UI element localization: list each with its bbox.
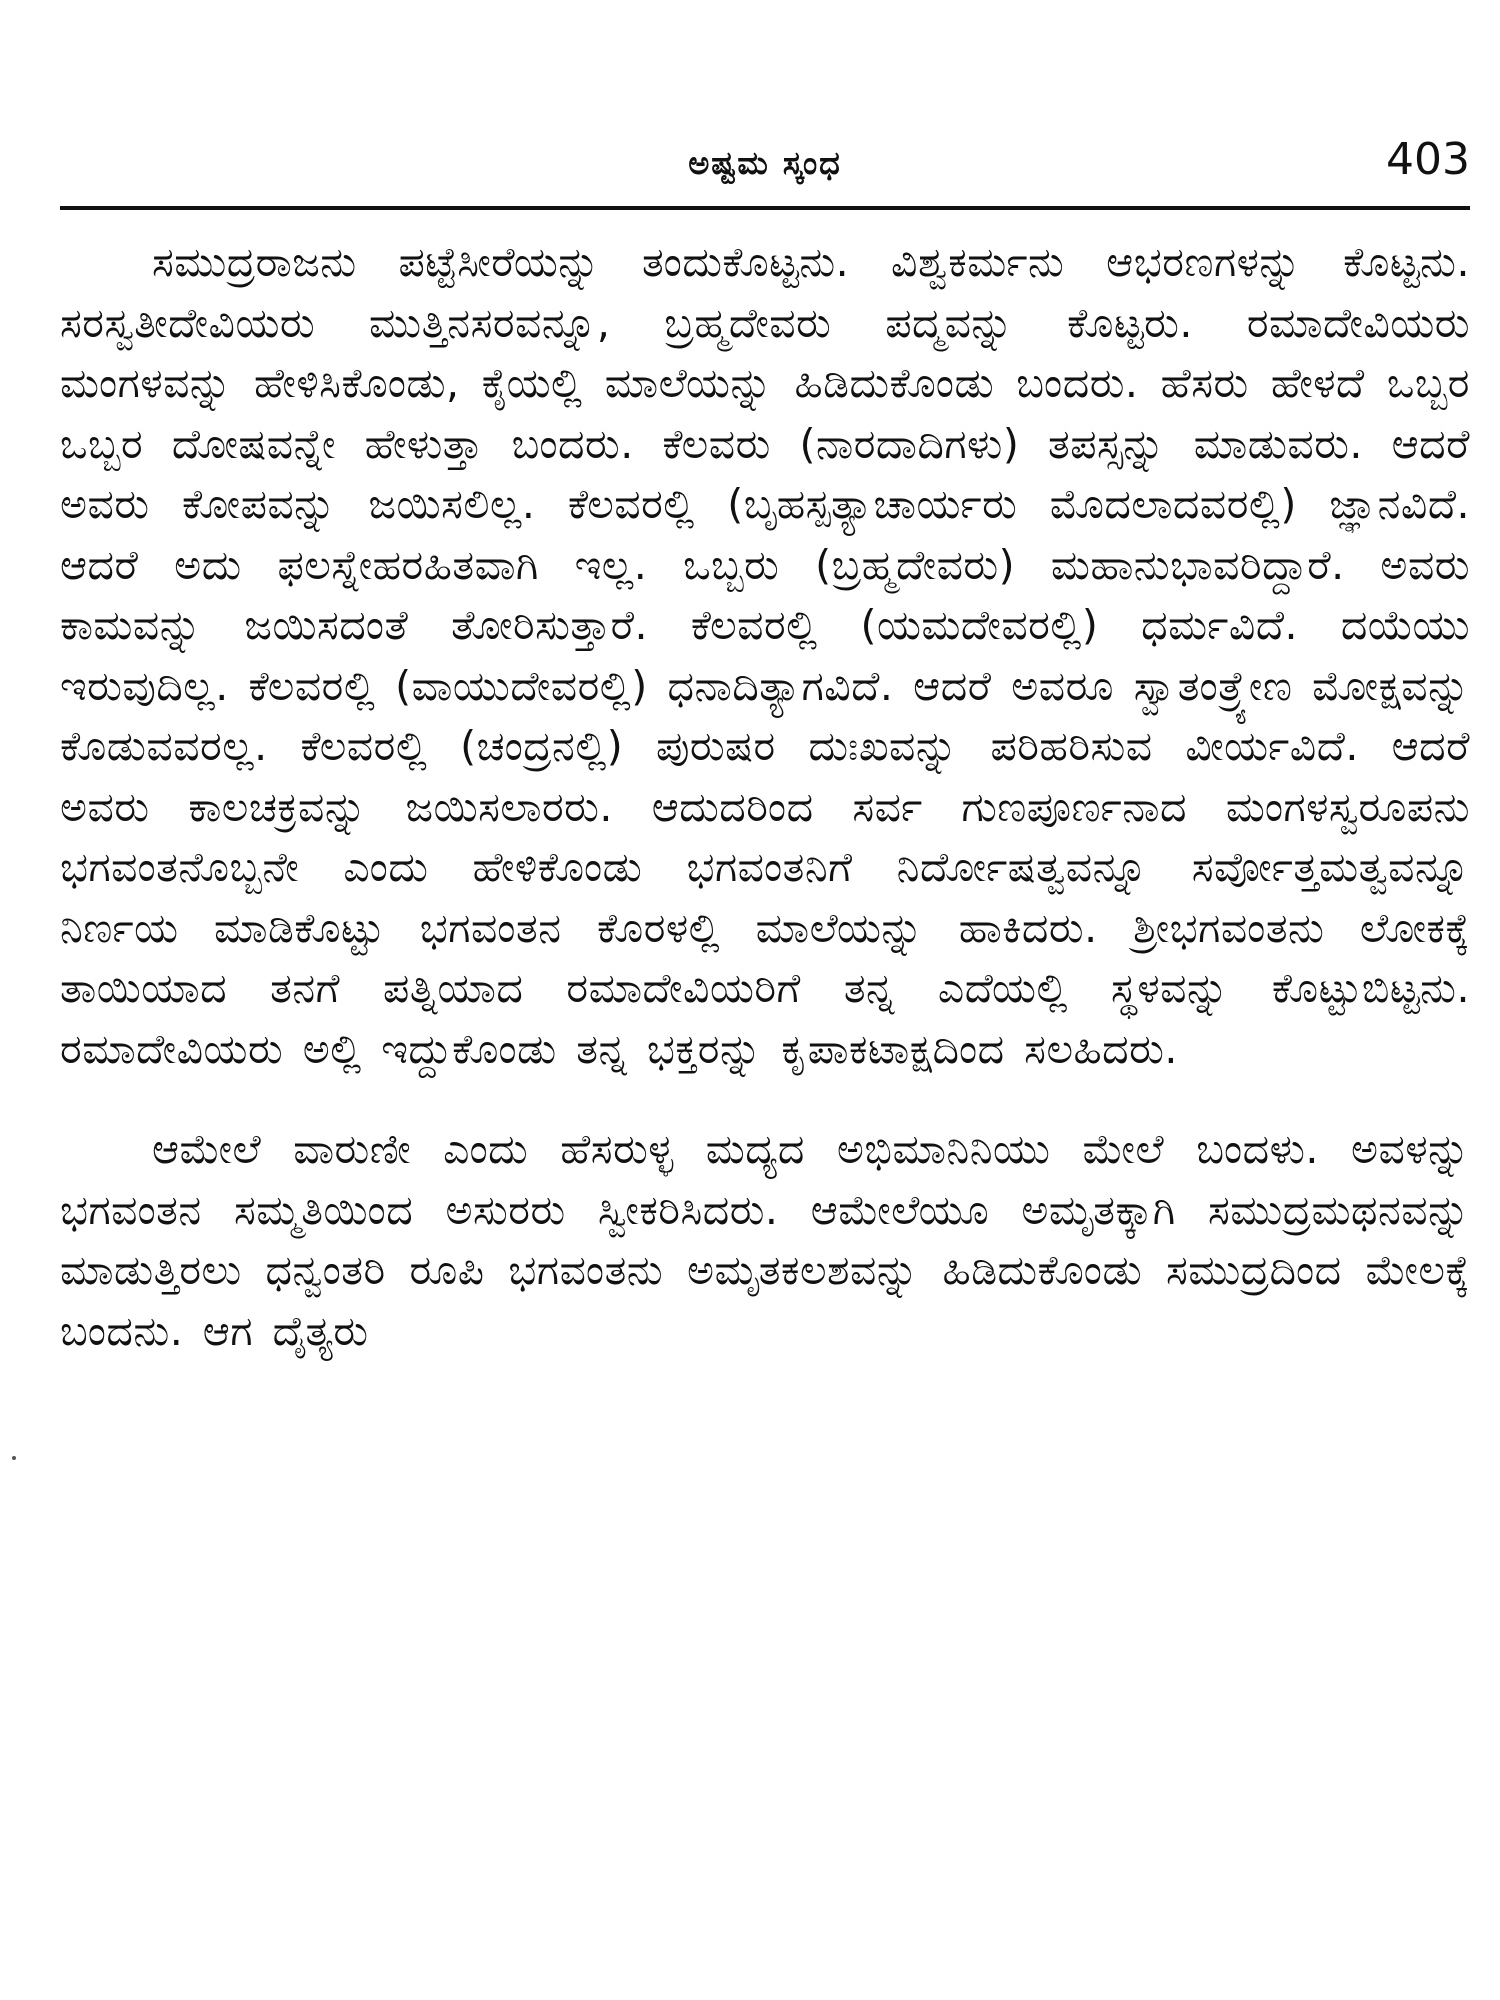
body-text xyxy=(60,232,1470,1361)
page-number: 403 xyxy=(1386,134,1470,185)
margin-speck xyxy=(12,1456,16,1460)
paragraph-1: ಸಮುದ್ರರಾಜನು ಪಟ್ಟೆಸೀರೆಯನ್ನು ತಂದುಕೊಟ್ಟನು. ವಿಶ್ವಕರ್ಮನು ಆಭರಣಗಳನ್ನು ಕೊಟ್ಟನು. ಸರಸ್ವತೀದೇವಿಯರು ಮುತ್ತಿನಸರವನ್ನೂ, ಬ್ರಹ್ಮದೇವರು ಪದ್ಮವನ್ನು ಕೊಟ್ಟರು. ರಮಾದೇವಿಯರು ಮಂಗಳವನ್ನು ಹೇಳಿಸಿಕೊಂಡು, ಕೈಯಲ್ಲಿ ಮಾಲೆಯನ್ನು ಹಿಡಿದುಕೊಂಡು ಬಂದರು. ಹೆಸರು ಹೇಳದೆ ಒಬ್ಬರ ಒಬ್ಬರ ದೋಷವನ್ನೇ ಹೇಳುತ್ತಾ ಬಂದರು. ಕೆಲವರು (ನಾರದಾದಿಗಳು) ತಪಸ್ಸನ್ನು ಮಾಡುವರು. ಆದರೆ ಅವರು ಕೋಪವನ್ನು ಜಯಿಸಲಿಲ್ಲ. ಕೆಲವರಲ್ಲಿ (ಬೃಹಸ್ಪತ್ಯಾಚಾರ್ಯರು ಮೊದಲಾದವರಲ್ಲಿ) ಜ್ಞಾನವಿದೆ. ಆದರೆ ಅದು ಫಲಸ್ನೇಹರಹಿತವಾಗಿ ಇಲ್ಲ. ಒಬ್ಬರು (ಬ್ರಹ್ಮದೇವರು) ಮಹಾನುಭಾವರಿದ್ದಾರೆ. ಅವರು ಕಾಮವನ್ನು ಜಯಿಸದಂತೆ ತೋರಿಸುತ್ತಾರೆ. ಕೆಲವರಲ್ಲಿ (ಯಮದೇವರಲ್ಲಿ) ಧರ್ಮವಿದೆ. ದಯೆಯು ಇರುವುದಿಲ್ಲ. ಕೆಲವರಲ್ಲಿ (ವಾಯುದೇವರಲ್ಲಿ) ಧನಾದಿತ್ಯಾಗವಿದೆ. ಆದರೆ ಅವರೂ ಸ್ವಾತಂತ್ರ್ಯೇಣ ಮೋಕ್ಷವನ್ನು ಕೊಡುವವರಲ್ಲ. ಕೆಲವರಲ್ಲಿ (ಚಂದ್ರನಲ್ಲಿ) ಪುರುಷರ ದುಃಖವನ್ನು ಪರಿಹರಿಸುವ ವೀರ್ಯವಿದೆ. ಆದರೆ ಅವರು ಕಾಲಚಕ್ರವನ್ನು ಜಯಿಸಲಾರರು. ಆದುದರಿಂದ ಸರ್ವ ಗುಣಪೂರ್ಣನಾದ ಮಂಗಳಸ್ವರೂಪನು ಭಗವಂತನೊಬ್ಬನೇ ಎಂದು ಹೇಳಿಕೊಂಡು ಭಗವಂತನಿಗೆ ನಿರ್ದೋಷತ್ವವನ್ನೂ ಸರ್ವೋತ್ತಮತ್ವವನ್ನೂ ನಿರ್ಣಯ ಮಾಡಿಕೊಟ್ಟು ಭಗವಂತನ ಕೊರಳಲ್ಲಿ ಮಾಲೆಯನ್ನು ಹಾಕಿದರು. ಶ್ರೀಭಗವಂತನು ಲೋಕಕ್ಕೆ ತಾಯಿಯಾದ ತನಗೆ ಪತ್ನಿಯಾದ ರಮಾದೇವಿಯರಿಗೆ ತನ್ನ ಎದೆಯಲ್ಲಿ ಸ್ಥಳವನ್ನು ಕೊಟ್ಟುಬಿಟ್ಟನು. ರಮಾದೇವಿಯರು ಅಲ್ಲಿ ಇದ್ದುಕೊಂಡು ತನ್ನ ಭಕ್ತರನ್ನು ಕೃಪಾಕಟಾಕ್ಷದಿಂದ ಸಲಹಿದರು. xyxy=(60,238,1470,1073)
page-header xyxy=(60,134,1470,200)
paragraph-2: ಆಮೇಲೆ ವಾರುಣೀ ಎಂದು ಹೆಸರುಳ್ಳ ಮದ್ಯದ ಅಭಿಮಾನಿನಿಯು ಮೇಲೆ ಬಂದಳು. ಅವಳನ್ನು ಭಗವಂತನ ಸಮ್ಮತಿಯಿಂದ ಅಸುರರು ಸ್ವೀಕರಿಸಿದರು. ಆಮೇಲೆಯೂ ಅಮೃತಕ್ಕಾಗಿ ಸಮುದ್ರಮಥನವನ್ನು ಮಾಡುತ್ತಿರಲು ಧನ್ವಂತರಿ ರೂಪಿ ಭಗವಂತನು ಅಮೃತಕಲಶವನ್ನು ಹಿಡಿದುಕೊಂಡು ಸಮುದ್ರದಿಂದ ಮೇಲಕ್ಕೆ ಬಂದನು. ಆಗ ದೈತ್ಯರು xyxy=(60,1125,1470,1355)
running-title: ಅಷ್ಟಮ ಸ್ಕಂಧ xyxy=(688,144,842,182)
header-rule xyxy=(60,206,1470,210)
